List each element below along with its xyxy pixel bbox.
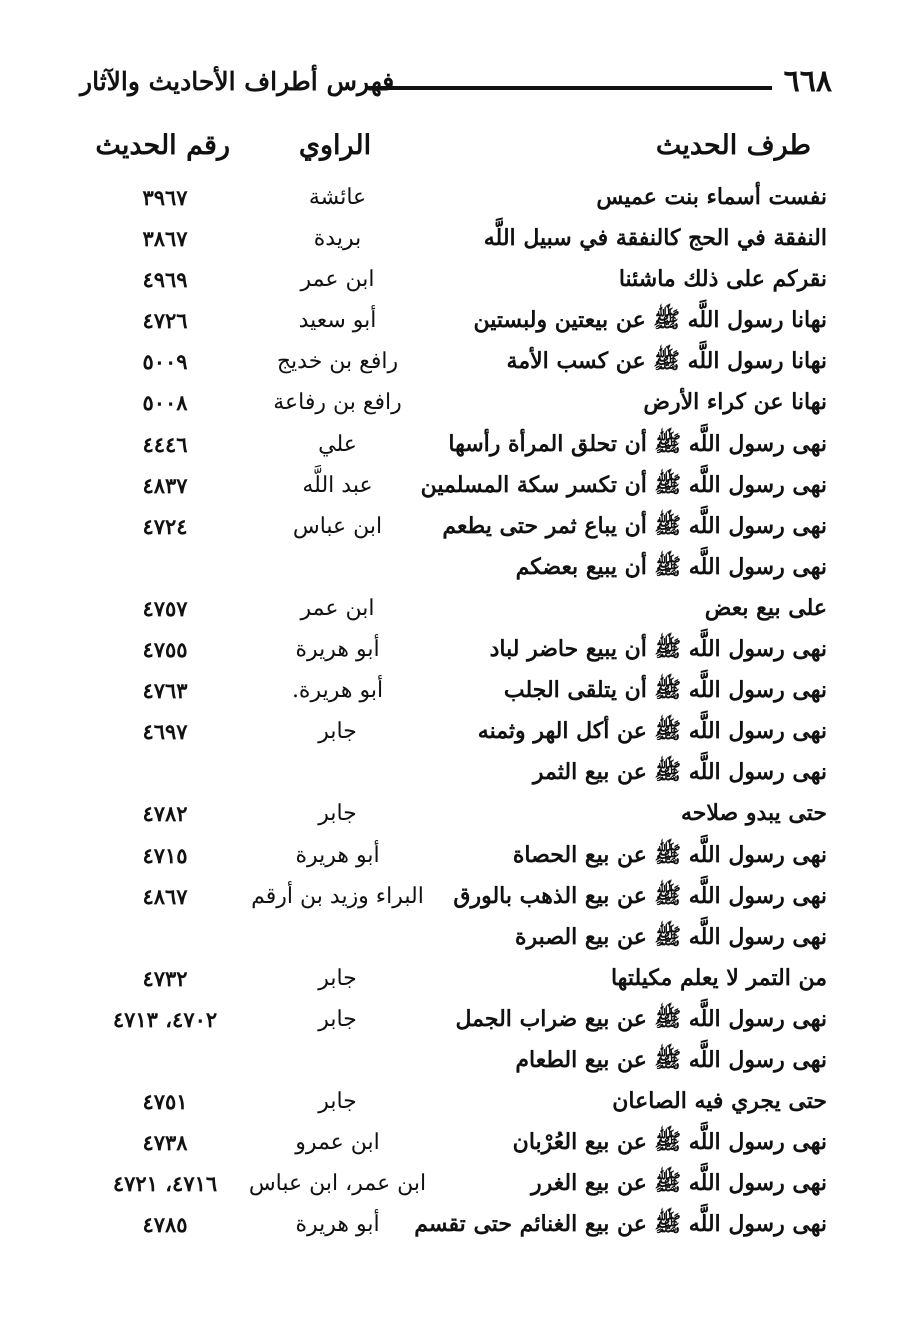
hadith-number xyxy=(95,1040,235,1081)
table-row xyxy=(0,547,923,588)
narrator-name: جابر xyxy=(318,801,357,827)
narrator-name: جابر xyxy=(318,1089,357,1115)
hadith-number: ٤٧٨٥ xyxy=(142,1212,188,1238)
table-row xyxy=(0,177,923,218)
hadith-text: نهانا رسول اللَّه ﷺ عن بيعتين ولبستين xyxy=(473,307,827,334)
narrator-name: عبد اللَّه xyxy=(302,472,373,498)
hadith-text: نهى رسول اللَّه ﷺ أن تحلق المرأة رأسها xyxy=(448,430,827,457)
hadith-number: ٤٧١٥ xyxy=(142,842,188,868)
hadith-number: ٤٧٦٣ xyxy=(142,678,188,704)
hadith-number: ٤٨٦٧ xyxy=(142,883,188,909)
narrator-name: أبو سعيد xyxy=(298,308,377,334)
hadith-number: ٤٧٨٢ xyxy=(142,801,188,827)
narrator-name: علي xyxy=(318,431,357,457)
running-title: فهرس أطراف الأحاديث والآثار xyxy=(80,67,395,96)
narrator-name: رافع بن رفاعة xyxy=(273,390,402,416)
hadith-number: ٤٧٣٨ xyxy=(142,1130,188,1156)
table-row xyxy=(0,835,923,876)
index-table xyxy=(0,177,923,1245)
hadith-number: ٤٧٥١ xyxy=(142,1089,188,1115)
narrator-name: عائشة xyxy=(308,185,367,210)
hadith-text: من التمر لا يعلم مكيلتها xyxy=(610,964,827,991)
table-row xyxy=(0,999,923,1040)
column-header-text: طرف الحديث xyxy=(655,130,811,161)
hadith-text: نفست أسماء بنت عميس xyxy=(596,184,827,210)
narrator-name xyxy=(230,547,445,588)
hadith-number: ٤٩٦٩ xyxy=(142,267,188,293)
table-row xyxy=(0,752,923,793)
table-row xyxy=(0,218,923,259)
table-row xyxy=(0,465,923,506)
hadith-number: ٥٠٠٨ xyxy=(142,390,188,416)
hadith-text: نهى رسول اللَّه ﷺ عن بيع الغرر xyxy=(531,1170,827,1197)
hadith-number: ٤٨٣٧ xyxy=(142,472,188,498)
hadith-number xyxy=(95,917,235,958)
table-row xyxy=(0,917,923,958)
hadith-number: ٤٧٠٢، ٤٧١٣ xyxy=(112,1006,218,1032)
hadith-number: ٤٤٤٦ xyxy=(142,431,188,457)
narrator-name xyxy=(230,917,445,958)
table-row xyxy=(0,300,923,341)
table-row xyxy=(0,1081,923,1122)
hadith-text: نهانا عن كراء الأرض xyxy=(643,389,827,416)
column-header-number: رقم الحديث xyxy=(95,130,230,161)
hadith-text: على بيع بعض xyxy=(704,594,827,621)
hadith-number: ٤٦٩٧ xyxy=(142,719,188,745)
narrator-name: ابن عمر، ابن عباس xyxy=(248,1171,427,1197)
narrator-name: بريدة xyxy=(313,226,362,252)
hadith-text: نهانا رسول اللَّه ﷺ عن كسب الأمة xyxy=(506,348,827,375)
hadith-text: نهى رسول اللَّه ﷺ أن يتلقى الجلب xyxy=(503,677,827,704)
narrator-name xyxy=(230,752,445,793)
hadith-text: نهى رسول اللَّه ﷺ أن يباع ثمر حتى يطعم xyxy=(442,512,827,539)
narrator-name: أبو هريرة xyxy=(295,1212,380,1238)
narrator-name: أبو هريرة xyxy=(295,842,380,868)
narrator-name: أبو هريرة. xyxy=(291,678,384,704)
hadith-text: نهى رسول اللَّه ﷺ عن بيع الصبرة xyxy=(515,923,827,950)
narrator-name: رافع بن خديج xyxy=(276,349,399,375)
narrator-name: جابر xyxy=(318,965,357,991)
table-row xyxy=(0,424,923,465)
hadith-text: نهى رسول اللَّه ﷺ عن بيع الطعام xyxy=(515,1046,827,1073)
hadith-text: نهى رسول اللَّه ﷺ عن بيع الحصاة xyxy=(512,841,827,868)
hadith-number: ٣٨٦٧ xyxy=(142,226,188,252)
hadith-number: ٣٩٦٧ xyxy=(142,185,188,210)
narrator-name: جابر xyxy=(318,1006,357,1032)
hadith-number: ٤٧٣٢ xyxy=(142,965,188,991)
hadith-text: نهى رسول اللَّه ﷺ أن يبيع بعضكم xyxy=(515,553,827,580)
hadith-number xyxy=(95,752,235,793)
hadith-text: النفقة في الحج كالنفقة في سبيل اللَّه xyxy=(483,225,827,252)
table-row xyxy=(0,341,923,382)
hadith-number: ٤٧٥٧ xyxy=(142,595,188,621)
hadith-text: نهى رسول اللَّه ﷺ عن بيع ضراب الجمل xyxy=(455,1005,827,1032)
hadith-number: ٤٧١٦، ٤٧٢١ xyxy=(112,1171,218,1197)
table-row xyxy=(0,382,923,423)
narrator-name: ابن عباس xyxy=(292,513,383,539)
narrator-name: ابن عمر xyxy=(300,267,375,293)
table-row xyxy=(0,588,923,629)
table-row xyxy=(0,1204,923,1245)
hadith-number xyxy=(95,547,235,588)
narrator-name: ابن عمر xyxy=(300,595,375,621)
narrator-name: ابن عمرو xyxy=(295,1130,380,1156)
table-row xyxy=(0,670,923,711)
header-rule xyxy=(365,86,772,90)
table-row xyxy=(0,1163,923,1204)
hadith-text: حتى يجري فيه الصاعان xyxy=(612,1088,827,1115)
table-row xyxy=(0,506,923,547)
hadith-text: نقركم على ذلك ماشئنا xyxy=(618,266,827,293)
table-row xyxy=(0,793,923,834)
hadith-text: نهى رسول اللَّه ﷺ عن بيع الثمر xyxy=(532,759,827,786)
hadith-number: ٤٧٢٤ xyxy=(142,513,188,539)
narrator-name: البراء وزيد بن أرقم xyxy=(251,883,424,909)
hadith-number: ٥٠٠٩ xyxy=(142,349,188,375)
table-row xyxy=(0,711,923,752)
table-row xyxy=(0,259,923,300)
column-header-narrator: الراوي xyxy=(298,130,372,161)
hadith-text: حتى يبدو صلاحه xyxy=(680,800,827,827)
hadith-text: نهى رسول اللَّه ﷺ أن يبيع حاضر لباد xyxy=(489,636,827,663)
hadith-text: نهى رسول اللَّه ﷺ عن بيع العُرْبان xyxy=(512,1129,827,1156)
hadith-text: نهى رسول اللَّه ﷺ عن أكل الهر وثمنه xyxy=(477,718,827,745)
hadith-text: نهى رسول اللَّه ﷺ عن بيع الذهب بالورق xyxy=(453,882,827,909)
hadith-text: نهى رسول اللَّه ﷺ عن بيع الغنائم حتى تقسم xyxy=(414,1211,827,1238)
table-row xyxy=(0,629,923,670)
table-row xyxy=(0,1040,923,1081)
table-row xyxy=(0,1122,923,1163)
table-row xyxy=(0,958,923,999)
table-row xyxy=(0,876,923,917)
hadith-number: ٤٧٢٦ xyxy=(142,308,188,334)
page-number: ٦٦٨ xyxy=(783,64,832,99)
narrator-name xyxy=(230,1040,445,1081)
page-header xyxy=(80,62,832,106)
hadith-text: نهى رسول اللَّه ﷺ أن تكسر سكة المسلمين xyxy=(420,471,827,498)
narrator-name: أبو هريرة xyxy=(295,637,380,663)
narrator-name: جابر xyxy=(318,719,357,745)
hadith-number: ٤٧٥٥ xyxy=(142,637,188,663)
